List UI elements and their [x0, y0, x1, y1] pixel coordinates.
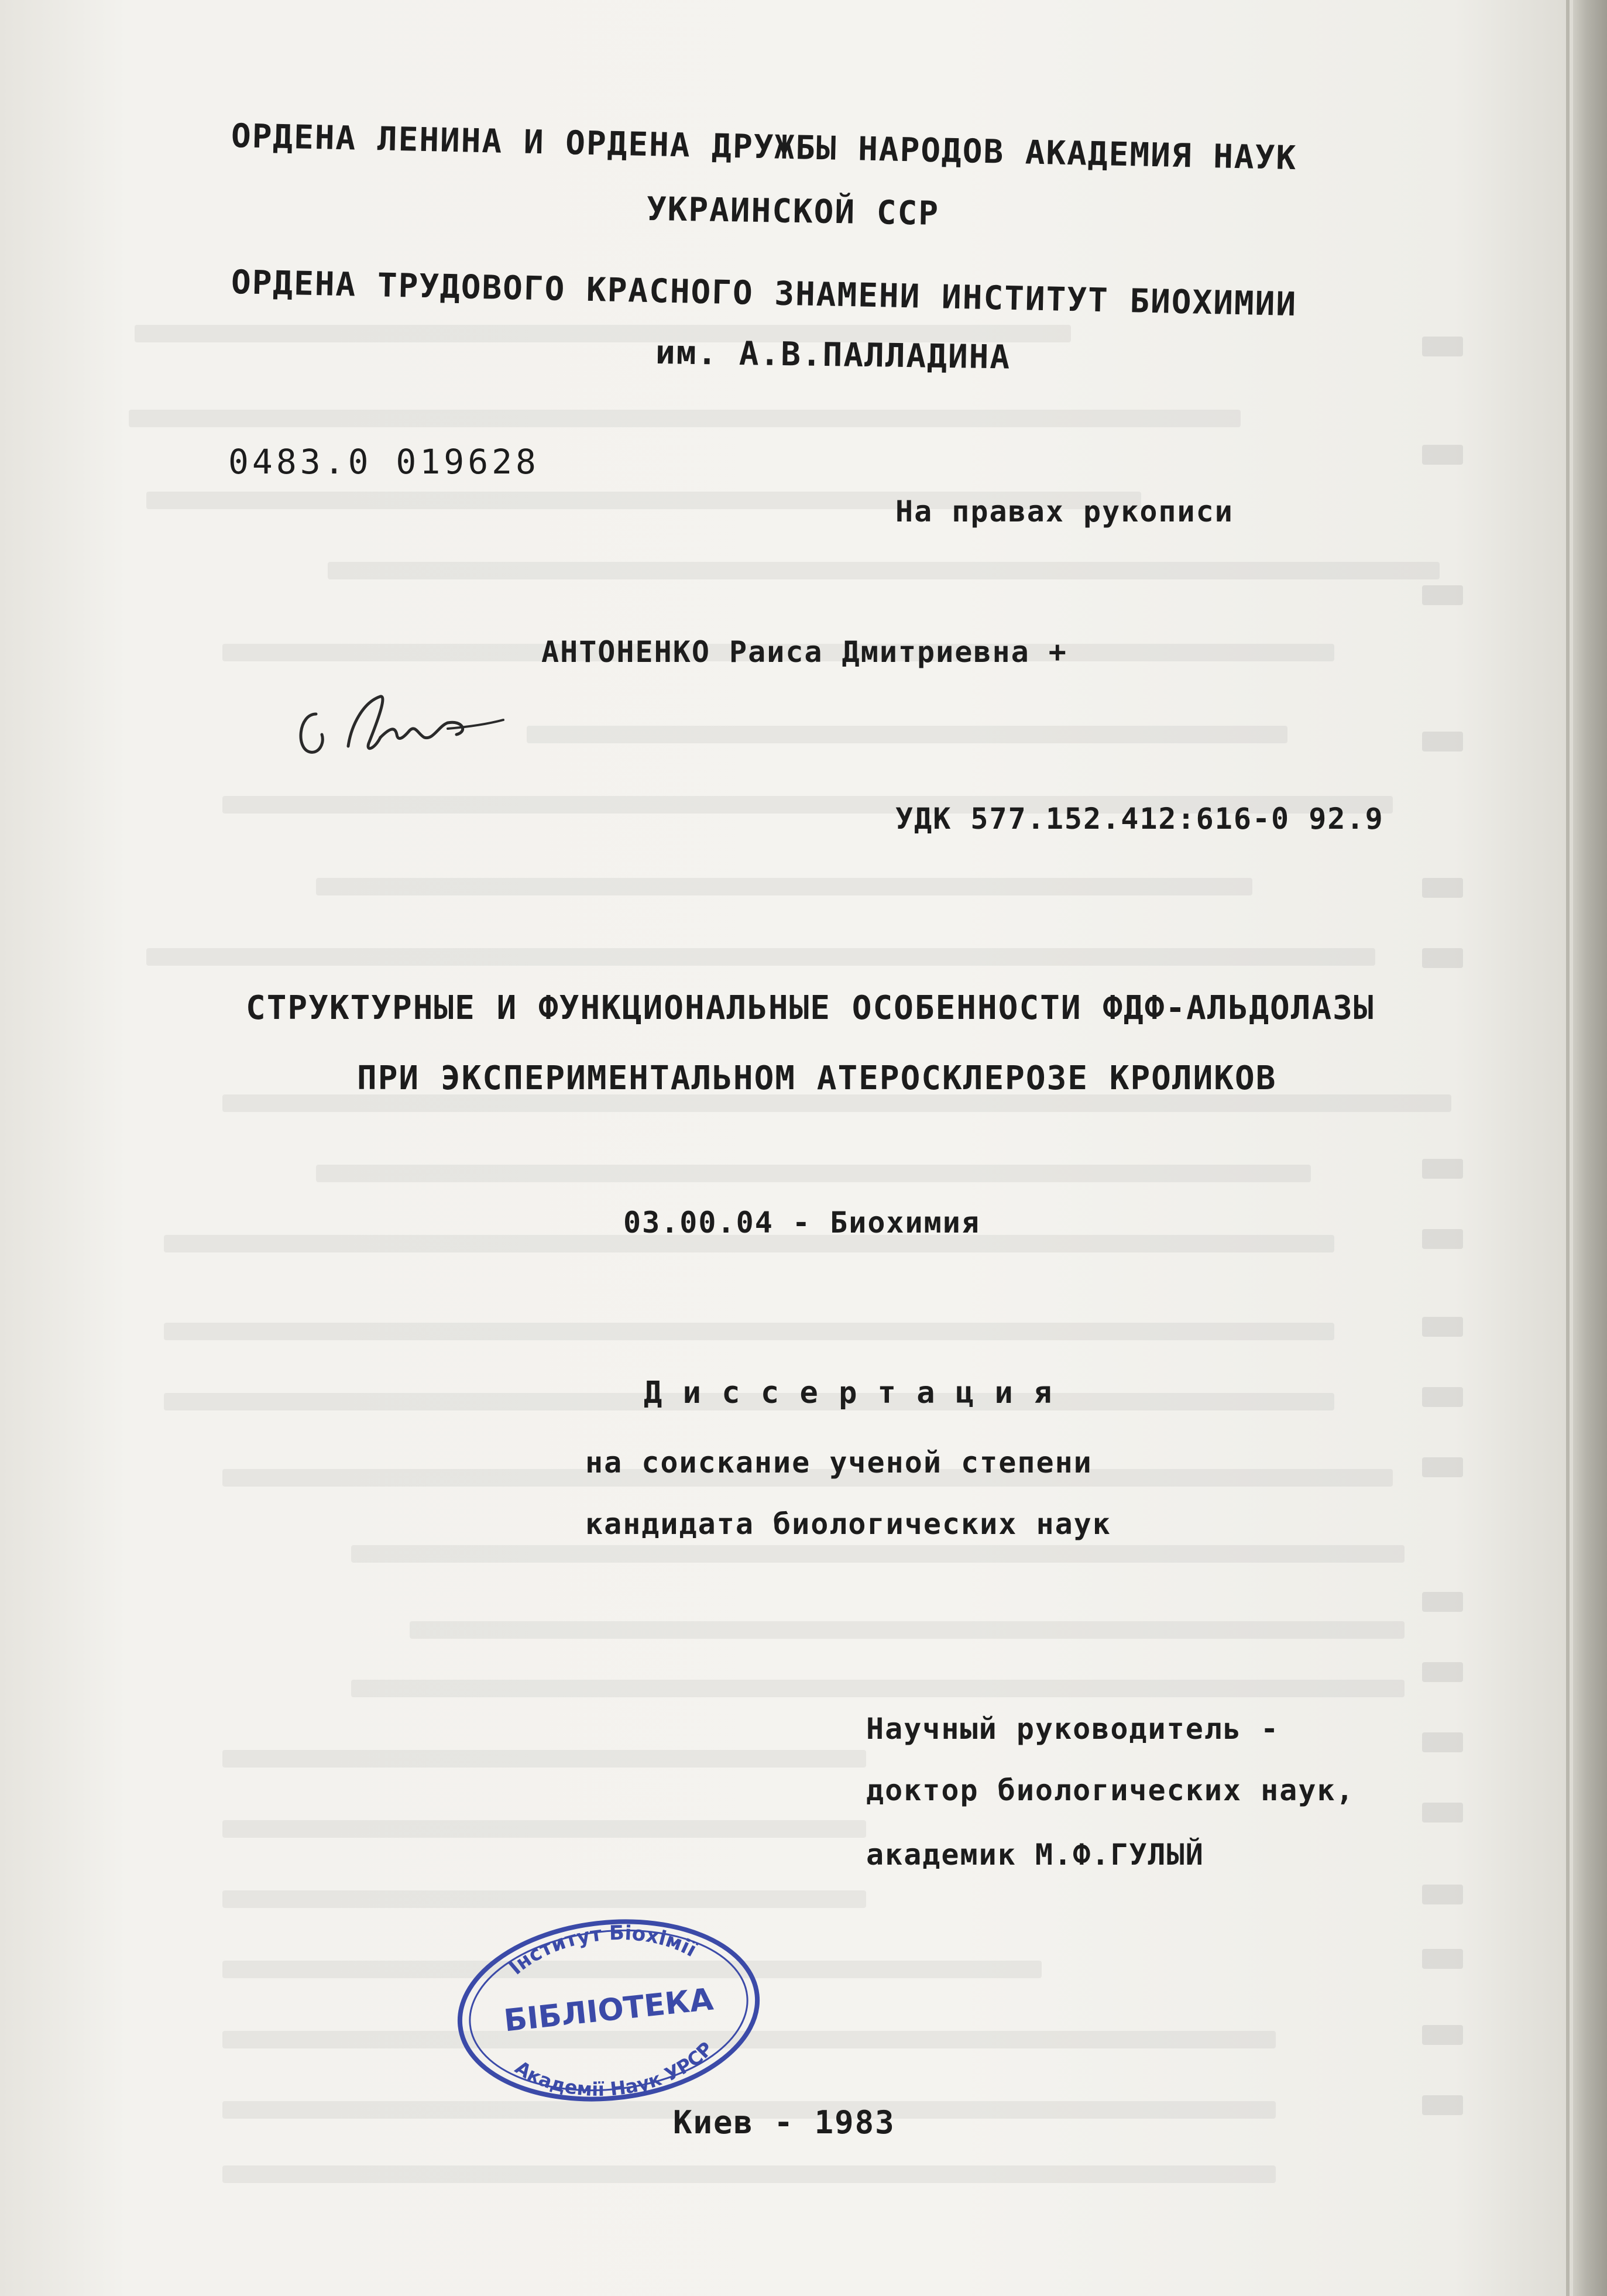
svg-text:Академії Наук УРСР: Академії Наук УРСР	[511, 2037, 717, 2101]
header-line-3: ОРДЕНА ТРУДОВОГО КРАСНОГО ЗНАМЕНИ ИНСТИТУТ БИОХИМИИ	[231, 263, 1297, 324]
author-signature	[293, 679, 515, 778]
title-line-2: ПРИ ЭКСПЕРИМЕНТАЛЬНОМ АТЕРОСКЛЕРОЗЕ КРОЛИКОВ	[357, 1059, 1277, 1097]
title-line-1: СТРУКТУРНЫЕ И ФУНКЦИОНАЛЬНЫЕ ОСОБЕННОСТИ ФДФ-АЛЬДОЛАЗЫ	[246, 989, 1375, 1027]
dissertation-degree-line-2: кандидата биологических наук	[585, 1507, 1111, 1541]
manuscript-rights: На правах рукописи	[895, 495, 1234, 528]
library-stamp	[451, 1914, 767, 2107]
supervisor-line-1: Научный руководитель -	[866, 1712, 1280, 1746]
registration-number: 0483.0 019628	[228, 442, 540, 482]
header-line-4: им. А.В.ПАЛЛАДИНА	[655, 334, 1011, 377]
header-line-2: УКРАИНСКОЙ ССР	[646, 190, 940, 233]
page-edge	[1566, 0, 1570, 2296]
book-spine	[1573, 0, 1607, 2296]
supervisor-line-3: академик М.Ф.ГУЛЫЙ	[866, 1838, 1204, 1872]
dissertation-label: Д и с с е р т а ц и я	[644, 1375, 1053, 1410]
dissertation-degree-line-1: на соискание ученой степени	[585, 1446, 1093, 1480]
svg-text:БІБЛІОТЕКА: БІБЛІОТЕКА	[502, 1982, 715, 2039]
svg-text:Інститут Біохімії: Інститут Біохімії	[504, 1921, 701, 1980]
specialty: 03.00.04 - Биохимия	[623, 1206, 980, 1240]
place-and-year: Киев - 1983	[673, 2104, 895, 2141]
header-line-1: ОРДЕНА ЛЕНИНА И ОРДЕНА ДРУЖБЫ НАРОДОВ АКАДЕМИЯ НАУК	[231, 117, 1297, 178]
author-name: АНТОНЕНКО Раиса Дмитриевна +	[541, 635, 1067, 669]
udk-code: УДК 577.152.412:616-0 92.9	[895, 802, 1384, 836]
supervisor-line-2: доктор биологических наук,	[866, 1773, 1355, 1807]
